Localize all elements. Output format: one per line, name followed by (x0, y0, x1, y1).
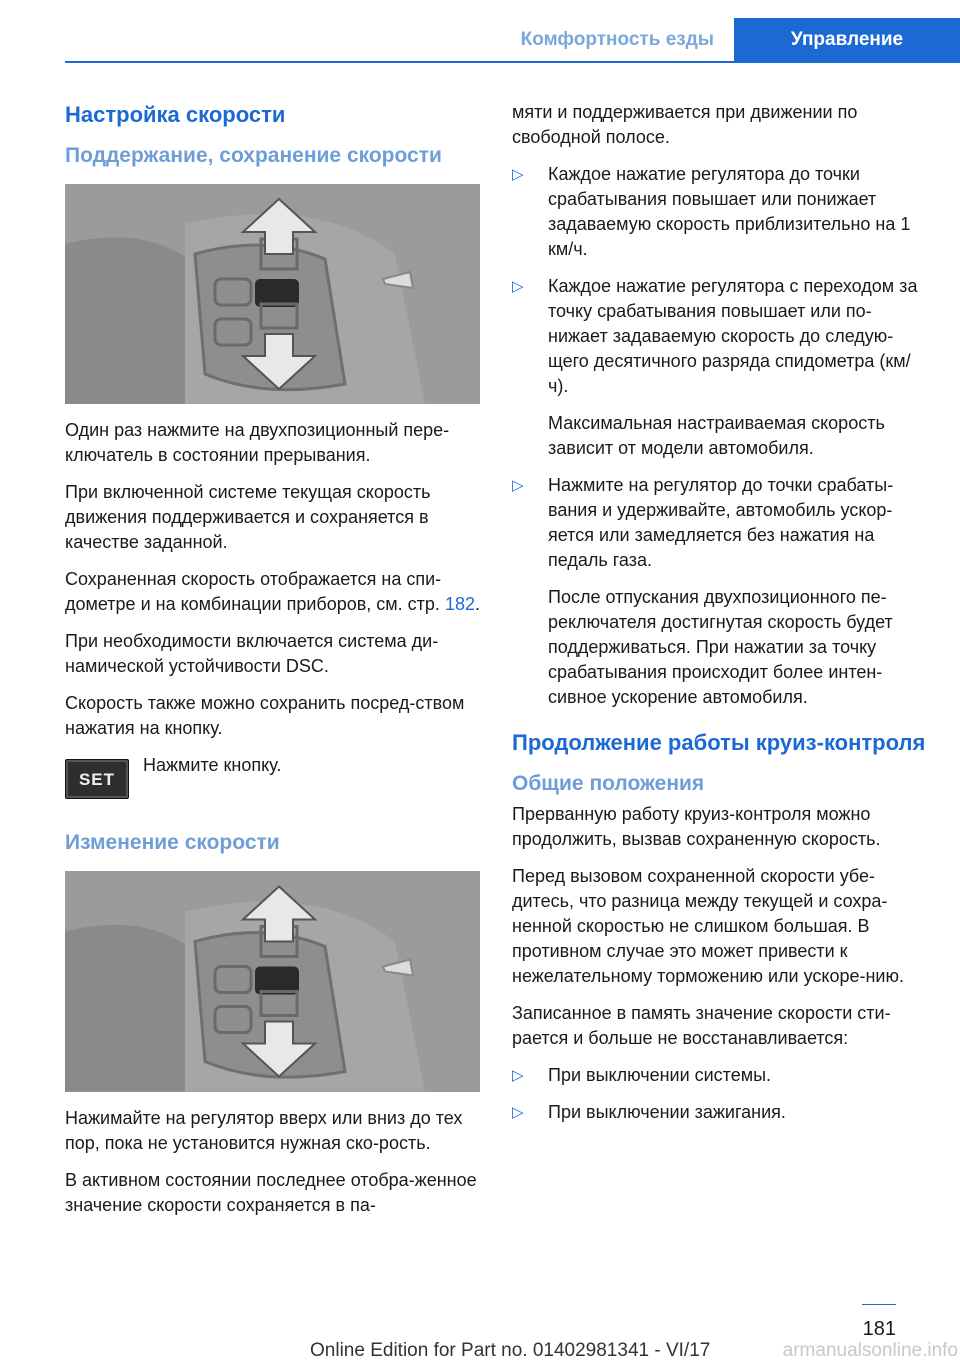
list-item-text: Нажмите на регулятор до точки срабаты-вания и удерживайте, автомобиль ускор-яется или замедляется без нажатия на педаль газа. (548, 475, 894, 570)
note-2: После отпускания двухпозиционного пе-реключателя достигнутая скорость будет поддерживаться. При нажатии за точку срабатывания происходит более интен-сивное ускорение автомобиля. (548, 587, 893, 707)
bullet-list-1 (512, 162, 928, 399)
subsection-title-general: Общие положения (512, 772, 705, 795)
list-item (512, 1063, 928, 1088)
paragraph-r3: Записанное в память значение скорости сти-рается и больше не восстанавливается: (512, 1003, 891, 1048)
page-number: 181 (862, 1318, 896, 1340)
list-item (512, 473, 928, 573)
caption-2: Нажимайте на регулятор вверх или вниз до тех пор, пока не установится нужная ско-рость. (65, 1108, 463, 1153)
note-1: Максимальная настраиваемая скорость зависит от модели автомобиля. (548, 413, 885, 458)
triangle-bullet-icon: ▷ (512, 1104, 524, 1121)
bullet-list-2 (512, 1063, 928, 1125)
paragraph-continued: мяти и поддерживается при движении по свободной полосе. (512, 102, 858, 147)
steering-wheel-rocker-switch-icon (65, 871, 480, 1092)
left-column (65, 100, 480, 1230)
subsection-title-change-speed: Изменение скорости (65, 831, 280, 854)
paragraph-r2: Перед вызовом сохраненной скорости убе-дитесь, что разница между текущей и сохра-ненной скоростью не слишком большая. В противном случае это может привести к нежелательному торможению или ускоре-нию. (512, 866, 904, 986)
paragraph-r1: Прерванную работу круиз-контроля можно продолжить, вызвав сохраненную скорость. (512, 804, 881, 849)
tab-controls[interactable]: Управление (734, 18, 960, 62)
paragraph-4: Скорость также можно сохранить посред-ством нажатия на кнопку. (65, 693, 465, 738)
paragraph-2-suffix: . (474, 594, 480, 614)
caption-1: Один раз нажмите на двухпозиционный пере-ключатель в состоянии прерывания. (65, 420, 450, 465)
list-item-text: Каждое нажатие регулятора с переходом за точку срабатывания повышает или по-нижает задаваемую скорость до следую-щего десятичного разряда спидометра (км/ч). (548, 276, 918, 396)
section-title-speed-setting: Настройка скорости (65, 102, 286, 127)
list-item (512, 274, 928, 399)
paragraph-1: При включенной системе текущая скорость движения поддерживается и сохраняется в качестве заданной. (65, 482, 431, 552)
paragraph-2 (65, 567, 480, 617)
section-title-resume-cruise: Продолжение работы круиз-контроля (512, 730, 926, 755)
header-divider (65, 61, 960, 63)
list-item (512, 1100, 928, 1125)
paragraph-3: При необходимости включается система ди-намической устойчивости DSC. (65, 631, 439, 676)
header-tabs (501, 18, 960, 62)
triangle-bullet-icon: ▷ (512, 166, 524, 183)
triangle-bullet-icon: ▷ (512, 477, 524, 494)
list-item-text: При выключении зажигания. (548, 1102, 786, 1122)
set-button-instruction: Нажмите кнопку. (143, 755, 282, 775)
set-button-row (65, 753, 480, 799)
edition-note: Online Edition for Part no. 01402981341 - VI/17 (310, 1340, 711, 1361)
list-item-text: Каждое нажатие регулятора до точки срабатывания повышает или понижает задаваемую скорость приблизительно на 1 км/ч. (548, 164, 911, 259)
list-item-text: При выключении системы. (548, 1065, 772, 1085)
subsection-title-maintain-speed: Поддержание, сохранение скорости (65, 144, 442, 167)
steering-wheel-rocker-switch-icon (65, 184, 480, 404)
triangle-bullet-icon: ▷ (512, 278, 524, 295)
footer-divider (862, 1304, 896, 1305)
set-button-icon: SET (65, 759, 129, 799)
page-link-182[interactable]: 182 (444, 594, 475, 614)
tab-comfort[interactable]: Комфортность езды (501, 18, 734, 62)
watermark: armanualsonline.info (782, 1340, 958, 1361)
list-item (512, 162, 928, 262)
paragraph-2-text: Сохраненная скорость отображается на спи-дометре и на комбинации приборов, см. стр. (65, 569, 445, 614)
right-column (512, 100, 928, 1137)
triangle-bullet-icon: ▷ (512, 1067, 524, 1084)
paragraph-5: В активном состоянии последнее отобра-женное значение скорости сохраняется в па- (65, 1170, 477, 1215)
bullet-list-hold (512, 473, 928, 573)
